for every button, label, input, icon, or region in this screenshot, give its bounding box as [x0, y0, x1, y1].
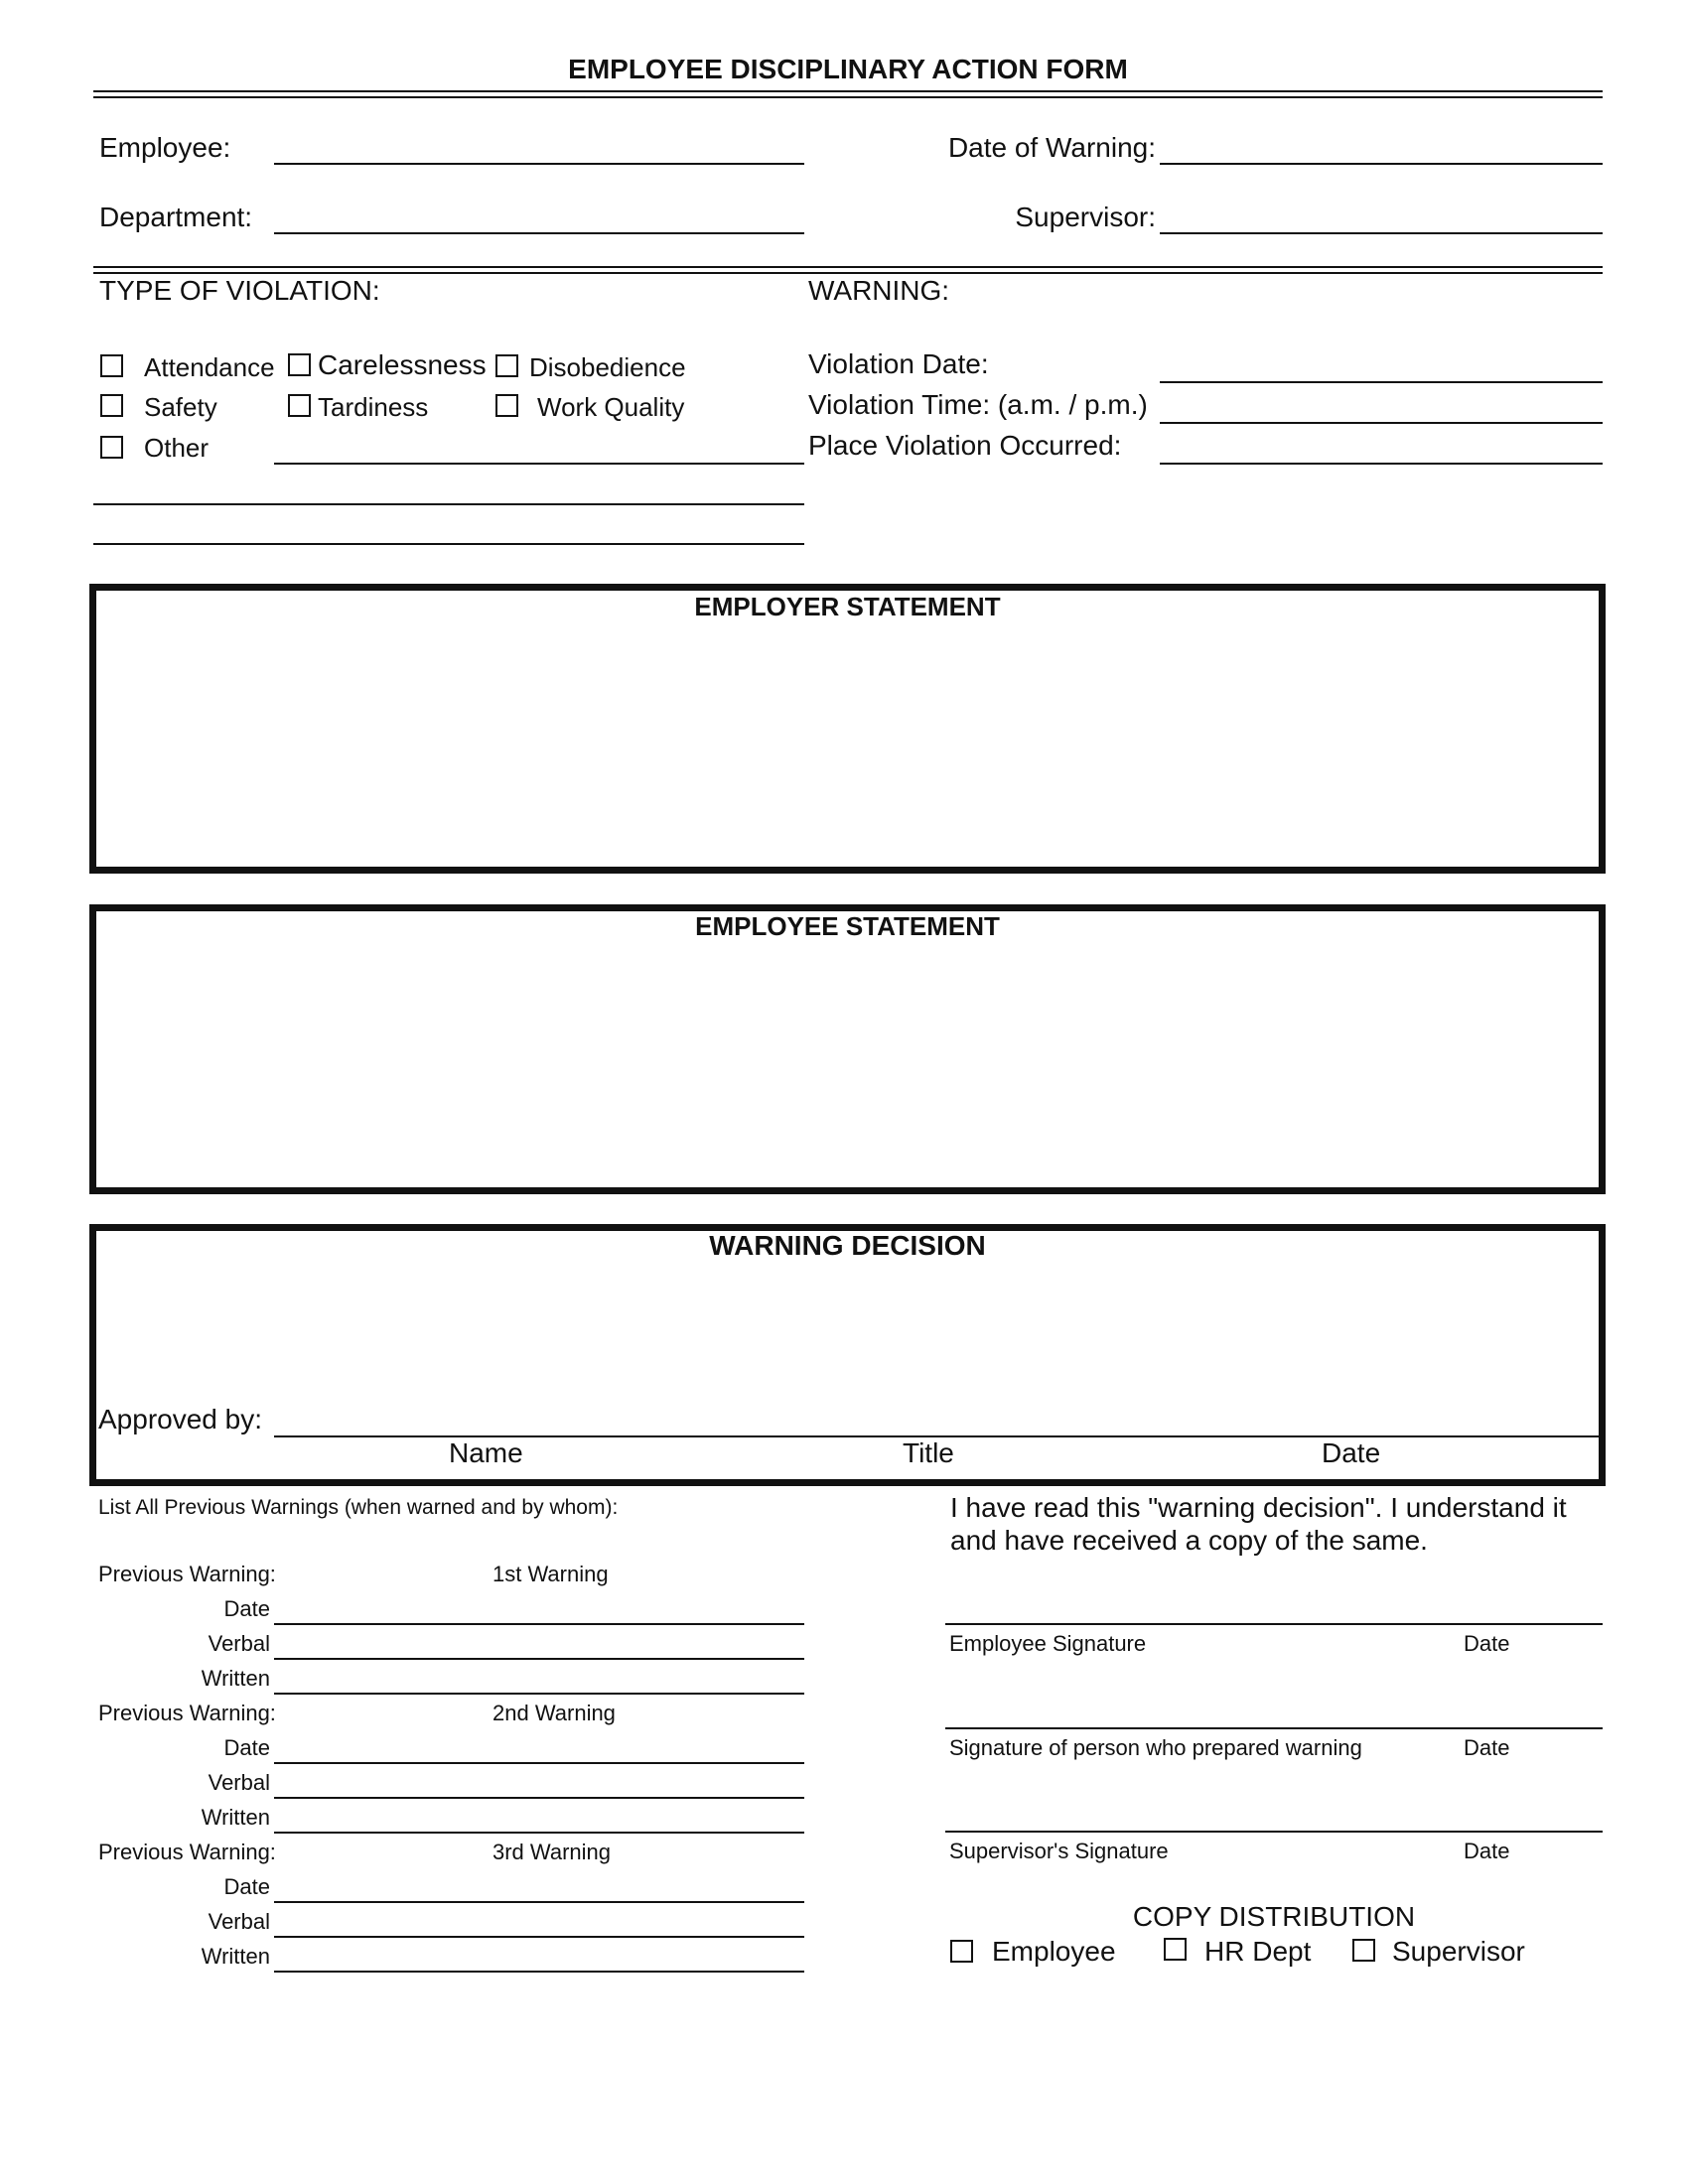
work-quality-label: Work Quality	[537, 392, 685, 422]
employee-statement-box[interactable]	[89, 904, 1606, 1194]
other-description-field[interactable]	[274, 435, 804, 465]
place-violation-label: Place Violation Occurred:	[808, 430, 1122, 461]
warning-2-written-field[interactable]	[274, 1804, 804, 1834]
supervisor-signature-field[interactable]	[945, 1803, 1603, 1833]
supervisor-signature-label: Supervisor's Signature	[949, 1839, 1169, 1863]
previous-warning-label: Previous Warning:	[98, 1840, 276, 1864]
warning-verbal-label: Verbal	[208, 1770, 270, 1795]
employee-signature-date-label: Date	[1464, 1631, 1510, 1656]
copy-hr-dept-checkbox[interactable]	[1164, 1938, 1187, 1961]
warning-2-verbal-field[interactable]	[274, 1769, 804, 1799]
copy-supervisor-label: Supervisor	[1392, 1936, 1525, 1967]
copy-hr-dept-label: HR Dept	[1204, 1936, 1312, 1967]
warning-verbal-label: Verbal	[208, 1631, 270, 1656]
tardiness-checkbox[interactable]	[288, 394, 311, 417]
warning-heading: WARNING:	[808, 275, 950, 306]
warning-ordinal: 3rd Warning	[492, 1840, 612, 1864]
copy-supervisor-checkbox[interactable]	[1352, 1939, 1375, 1962]
supervisor-signature-date-label: Date	[1464, 1839, 1510, 1863]
supervisor-label: Supervisor:	[1015, 202, 1156, 232]
approved-title-label: Title	[903, 1437, 954, 1468]
work-quality-checkbox[interactable]	[495, 394, 518, 417]
violation-time-label: Violation Time: (a.m. / p.m.)	[808, 389, 1148, 420]
preparer-signature-field[interactable]	[945, 1700, 1603, 1729]
warning-3-date-field[interactable]	[274, 1873, 804, 1903]
warning-written-label: Written	[201, 1944, 270, 1969]
warning-decision-heading: WARNING DECISION	[709, 1230, 986, 1261]
disobedience-label: Disobedience	[529, 352, 686, 382]
warning-ordinal: 1st Warning	[492, 1562, 609, 1586]
warning-2-date-field[interactable]	[274, 1734, 804, 1764]
approved-name-label: Name	[449, 1437, 523, 1468]
employee-statement-heading: EMPLOYEE STATEMENT	[695, 911, 1000, 941]
employer-statement-box[interactable]	[89, 584, 1606, 874]
tardiness-label: Tardiness	[318, 392, 429, 422]
employee-signature-field[interactable]	[945, 1595, 1603, 1625]
safety-label: Safety	[144, 392, 217, 422]
carelessness-label: Carelessness	[318, 349, 487, 380]
other-label: Other	[144, 433, 210, 463]
form-title: EMPLOYEE DISCIPLINARY ACTION FORM	[568, 54, 1128, 84]
date-of-warning-field[interactable]	[1160, 135, 1603, 165]
approved-by-field[interactable]	[274, 1408, 1599, 1437]
department-field[interactable]	[274, 205, 804, 234]
employee-field[interactable]	[274, 135, 804, 165]
warning-3-verbal-field[interactable]	[274, 1908, 804, 1938]
acknowledgement-line-2: and have received a copy of the same.	[950, 1525, 1428, 1556]
title-divider	[93, 90, 1603, 98]
acknowledgement-line-1: I have read this "warning decision". I understand it	[950, 1492, 1567, 1523]
other-description-line-2[interactable]	[93, 476, 804, 505]
preparer-signature-date-label: Date	[1464, 1735, 1510, 1760]
violation-date-label: Violation Date:	[808, 348, 989, 379]
carelessness-checkbox[interactable]	[288, 353, 311, 376]
department-label: Department:	[99, 202, 253, 232]
copy-employee-label: Employee	[992, 1936, 1116, 1967]
supervisor-field[interactable]	[1160, 205, 1603, 234]
warning-date-label: Date	[223, 1735, 270, 1760]
approved-by-label: Approved by:	[98, 1404, 262, 1434]
warning-3-written-field[interactable]	[274, 1943, 804, 1973]
employee-label: Employee:	[99, 132, 231, 163]
previous-warning-label: Previous Warning:	[98, 1562, 276, 1586]
date-of-warning-label: Date of Warning:	[947, 132, 1156, 163]
copy-employee-checkbox[interactable]	[950, 1940, 973, 1963]
warning-ordinal: 2nd Warning	[492, 1701, 616, 1725]
employee-signature-label: Employee Signature	[949, 1631, 1147, 1656]
warning-verbal-label: Verbal	[208, 1909, 270, 1934]
copy-distribution-heading: COPY DISTRIBUTION	[1132, 1901, 1416, 1932]
approved-date-label: Date	[1322, 1437, 1381, 1468]
disobedience-checkbox[interactable]	[495, 354, 518, 377]
warning-written-label: Written	[201, 1805, 270, 1830]
warning-1-verbal-field[interactable]	[274, 1630, 804, 1660]
employer-statement-heading: EMPLOYER STATEMENT	[694, 592, 1001, 621]
attendance-checkbox[interactable]	[100, 354, 123, 377]
previous-warnings-intro: List All Previous Warnings (when warned and by whom):	[98, 1496, 619, 1519]
warning-1-date-field[interactable]	[274, 1595, 804, 1625]
warning-date-label: Date	[223, 1596, 270, 1621]
attendance-label: Attendance	[144, 352, 275, 382]
preparer-signature-label: Signature of person who prepared warning	[949, 1735, 1362, 1760]
place-violation-field[interactable]	[1160, 435, 1603, 465]
warning-written-label: Written	[201, 1666, 270, 1691]
warning-1-written-field[interactable]	[274, 1665, 804, 1695]
safety-checkbox[interactable]	[100, 394, 123, 417]
other-description-line-3[interactable]	[93, 515, 804, 545]
violation-date-field[interactable]	[1160, 353, 1603, 383]
header-divider	[93, 266, 1603, 274]
warning-date-label: Date	[223, 1874, 270, 1899]
previous-warning-label: Previous Warning:	[98, 1701, 276, 1725]
violation-time-field[interactable]	[1160, 394, 1603, 424]
violation-heading: TYPE OF VIOLATION:	[99, 275, 380, 306]
other-checkbox[interactable]	[100, 436, 123, 459]
